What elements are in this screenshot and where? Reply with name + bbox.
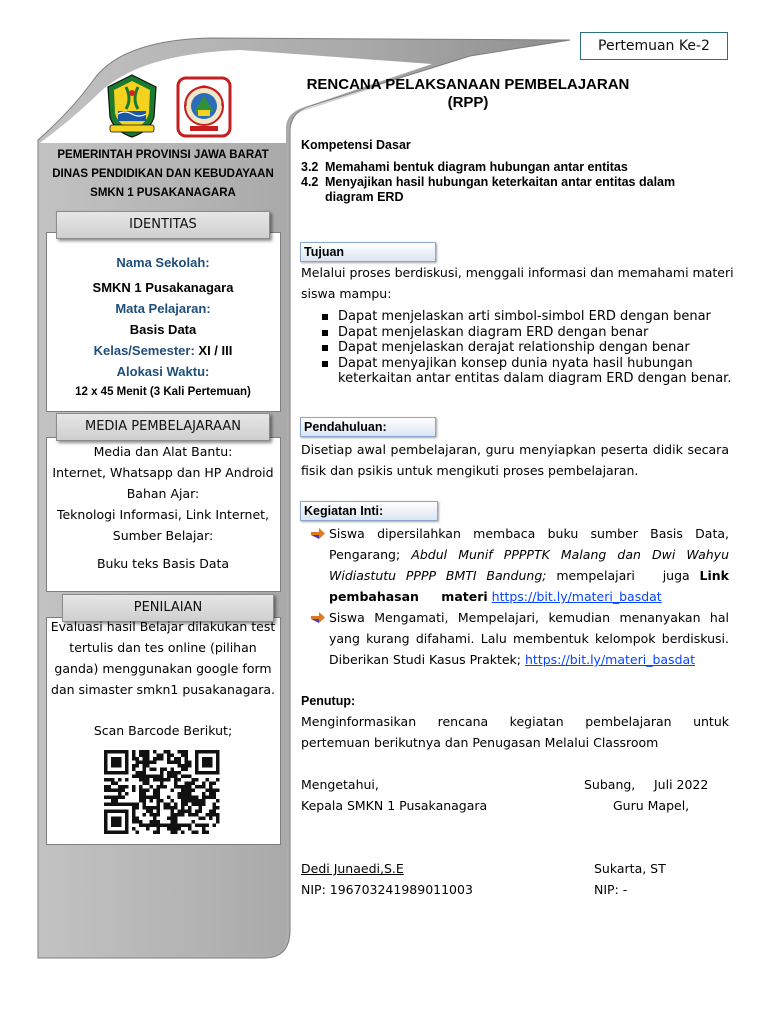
qr-code[interactable]: [104, 750, 222, 836]
list-item: Siswa dipersilahkan membaca buku sumber Basis Data, Pengarang; Abdul Munif PPPPTK Malang dan Dwi Wahyu Widiastutu PPPP BMTI Bandung; mempelajari juga Link pembahasan materi https://bit.ly/materi_basdat: [301, 523, 729, 607]
kegiatan-list: [301, 523, 729, 670]
kegiatan-inti-heading: Kegiatan Inti:: [300, 501, 438, 521]
subject-value: Basis Data: [129, 322, 197, 337]
kompetensi-heading: Kompetensi Dasar: [301, 138, 411, 152]
school-value: SMKN 1 Pusakanagara: [92, 280, 234, 295]
pendahuluan-heading: Pendahuluan:: [300, 417, 436, 437]
pendahuluan-text: Disetiap awal pembelajaran, guru menyiapkan peserta didik secara fisik dan psikis untuk mengikuti proses pembelajaran.: [301, 442, 729, 478]
list-item: Dapat menjelaskan derajat relationship dengan benar: [301, 340, 741, 356]
list-item: Siswa Mengamati, Mempelajari, kemudian menanyakan hal yang kurang difahami. Lalu membentuk kelompok berdiskusi. Diberikan Studi Kasus Praktek; https://bit.ly/materi_basdat: [301, 607, 729, 670]
media-content: Media dan Alat Bantu: Internet, Whatsapp dan HP Android Bahan Ajar: Teknologi Informasi, Link Internet, Sumber Belajar: Buku teks Basis Data: [52, 444, 274, 571]
tujuan-heading: Tujuan: [300, 242, 436, 262]
kd-item: 4.2 Menyajikan hasil hubungan keterkaitan antar entitas dalam diagram ERD: [301, 175, 676, 204]
class-value: XI / III: [198, 343, 233, 358]
kd-item: 3.2 Memahami bentuk diagram hubungan antar entitas: [301, 160, 628, 174]
sign-left-nip: NIP: 196703241989011003: [301, 882, 473, 897]
tujuan-intro: Melalui proses berdiskusi, menggali informasi dan memahami materi siswa mampu:: [301, 265, 734, 301]
government-header: PEMERINTAH PROVINSI JAWA BARAT DINAS PENDIDIKAN DAN KEBUDAYAAN SMKN 1 PUSAKANAGARA: [52, 149, 274, 199]
sign-right-role: Guru Mapel,: [613, 798, 690, 813]
kompetensi-dasar: [301, 138, 741, 205]
list-item: Dapat menyajikan konsep dunia nyata hasil hubungan keterkaitan antar entitas dalam diagram ERD dengan benar.: [301, 356, 741, 387]
penilaian-content: Evaluasi hasil Belajar dilakukan test tertulis dan tes online (pilihan ganda) menggunakan google form dan simaster smkn1 pusakanagara. Scan Barcode Berikut;: [50, 619, 276, 738]
school-label: Nama Sekolah:: [116, 255, 210, 270]
identitas-content: [46, 252, 280, 403]
penilaian-header: PENILAIAN: [62, 594, 274, 622]
subject-label: Mata Pelajaran:: [115, 301, 211, 316]
arrow-bullet-icon: [311, 528, 325, 539]
list-item: Dapat menjelaskan diagram ERD dengan benar: [301, 325, 741, 341]
time-value: 12 x 45 Menit (3 Kali Pertemuan): [75, 386, 251, 398]
west-java-emblem-icon: [104, 73, 160, 139]
penutup-heading: Penutup:: [301, 694, 356, 708]
sign-left-name: Dedi Junaedi,S.E: [301, 861, 404, 876]
tujuan-list: [301, 309, 741, 387]
subang-regency-emblem-icon: [176, 76, 232, 138]
media-header: MEDIA PEMBELAJARAAN: [56, 413, 270, 441]
document-title: RENCANA PELAKSANAAN PEMBELAJARAN (RPP): [306, 76, 630, 111]
sign-right-nip: NIP: -: [594, 882, 628, 897]
studi-kasus-link[interactable]: https://bit.ly/materi_basdat: [525, 652, 696, 667]
arrow-bullet-icon: [311, 612, 325, 623]
materi-link[interactable]: https://bit.ly/materi_basdat: [491, 589, 662, 604]
sign-left-role: Kepala SMKN 1 Pusakanagara: [301, 798, 488, 813]
identitas-header: IDENTITAS: [56, 211, 270, 239]
sign-left-top: Mengetahui,: [301, 777, 379, 792]
sign-right-name: Sukarta, ST: [594, 861, 666, 876]
meeting-badge: Pertemuan Ke-2: [580, 32, 728, 60]
sign-place: Subang,: [584, 777, 636, 792]
time-label: Alokasi Waktu:: [116, 364, 210, 379]
penutup-text: Menginformasikan rencana kegiatan pembelajaran untuk pertemuan berikutnya dan Penugasan Melalui Classroom: [301, 714, 729, 750]
sign-date: Juli 2022: [654, 777, 709, 792]
class-label: Kelas/Semester:: [93, 343, 195, 358]
list-item: Dapat menjelaskan arti simbol-simbol ERD dengan benar: [301, 309, 741, 325]
